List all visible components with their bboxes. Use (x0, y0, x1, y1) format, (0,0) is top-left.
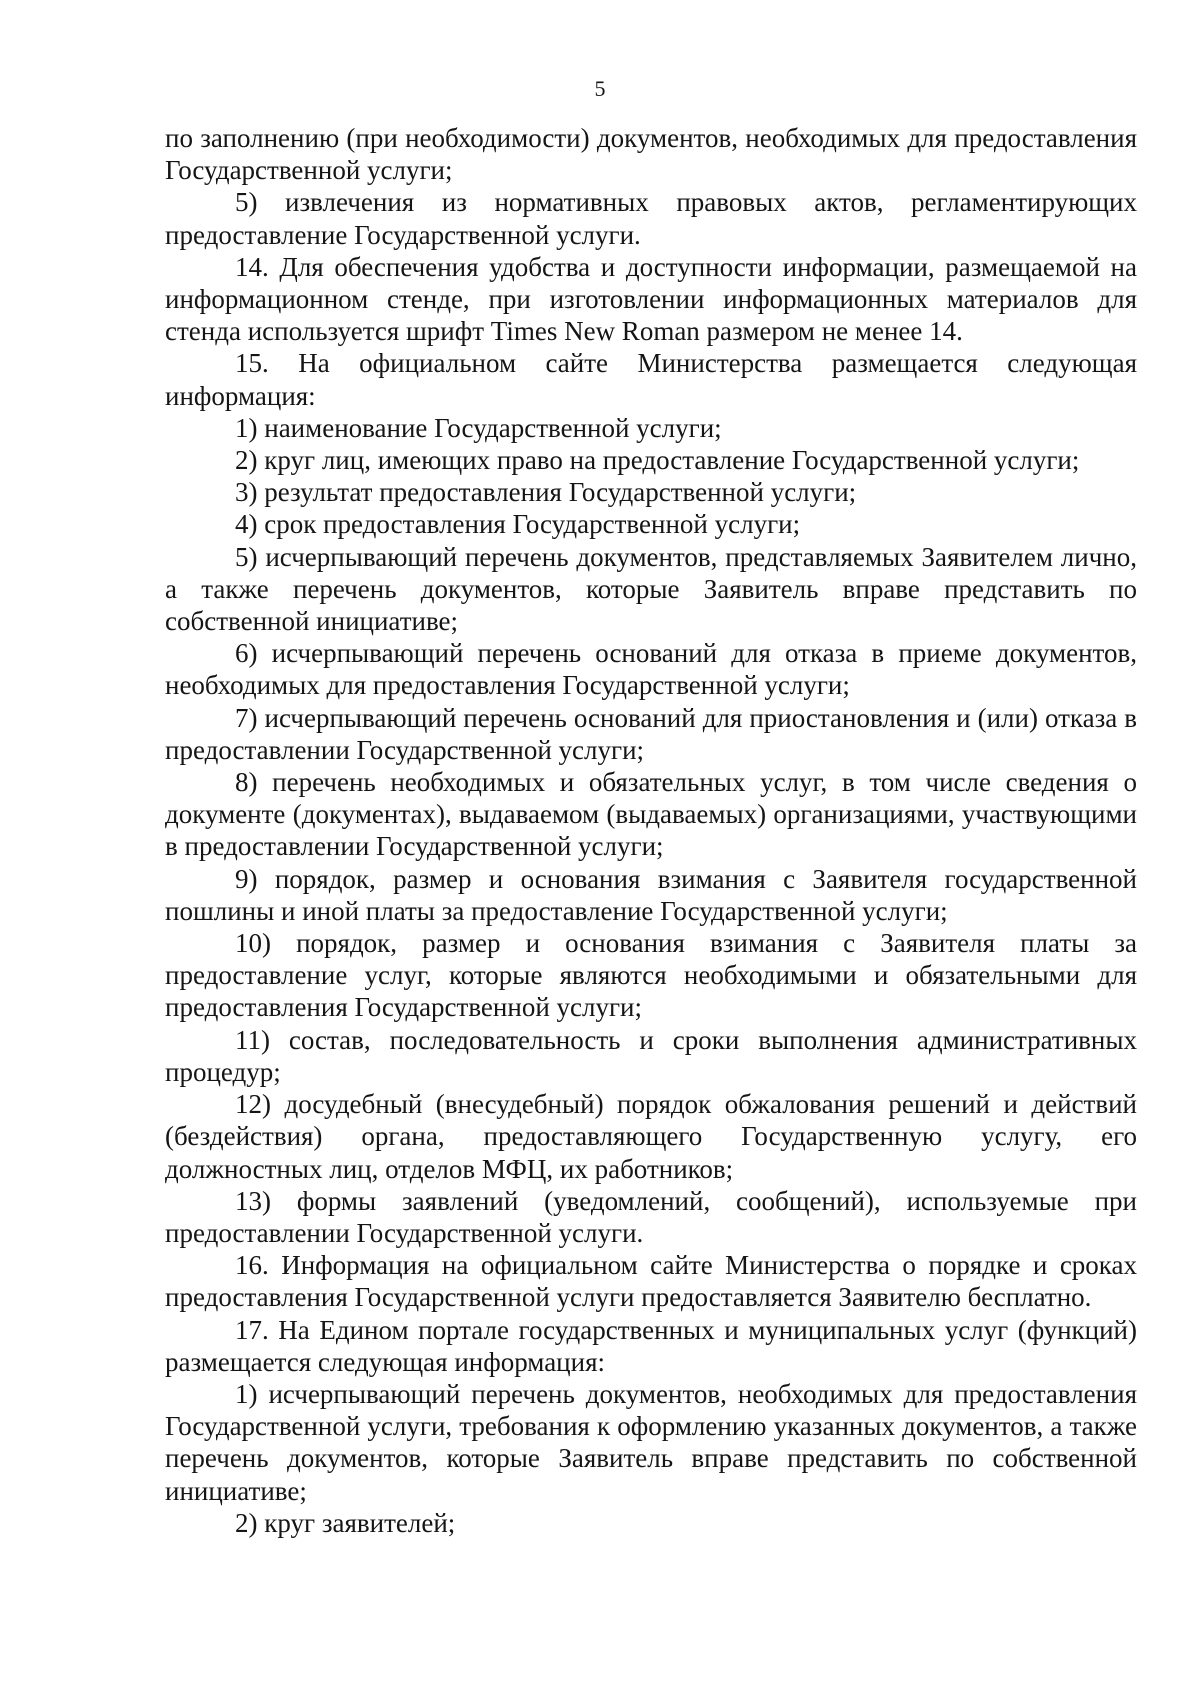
list-item-15-6: 6) исчерпывающий перечень оснований для отказа в приеме документов, необходимых для предоставления Государственной услуги; (165, 638, 1137, 701)
document-body (165, 122, 1137, 1539)
paragraph-item-5-extracts: 5) извлечения из нормативных правовых актов, регламентирующих предоставление Государственной услуги. (165, 187, 1137, 250)
paragraph-14: 14. Для обеспечения удобства и доступности информации, размещаемой на информационном стенде, при изготовлении информационных материалов для стенда используется шрифт Times New Roman размером не менее 14. (165, 251, 1137, 347)
list-item-15-13: 13) формы заявлений (уведомлений, сообщений), используемые при предоставлении Государственной услуги. (165, 1185, 1137, 1248)
list-item-15-10: 10) порядок, размер и основания взимания с Заявителя платы за предоставление услуг, которые являются необходимыми и обязательными для предоставления Государственной услуги; (165, 928, 1137, 1023)
list-item-15-5: 5) исчерпывающий перечень документов, представляемых Заявителем лично, а также перечень документов, которые Заявитель вправе представить по собственной инициативе; (165, 541, 1137, 637)
list-item-17-1: 1) исчерпывающий перечень документов, необходимых для предоставления Государственной услуги, требования к оформлению указанных документов, а также перечень документов, которые Заявитель вправе представить по собственной инициативе; (165, 1378, 1137, 1506)
paragraph-17: 17. На Едином портале государственных и муниципальных услуг (функций) размещается следующая информация: (165, 1314, 1137, 1377)
list-item-15-3: 3) результат предоставления Государственной услуги; (235, 477, 857, 508)
list-item-15-9: 9) порядок, размер и основания взимания с Заявителя государственной пошлины и иной платы за предоставление Государственной услуги; (165, 863, 1137, 926)
list-item-15-12: 12) досудебный (внесудебный) порядок обжалования решений и действий (бездействия) органа, предоставляющего Государственную услугу, его должностных лиц, отделов МФЦ, их работников; (165, 1089, 1137, 1184)
paragraph-16: 16. Информация на официальном сайте Министерства о порядке и сроках предоставления Государственной услуги предоставляется Заявителю бесплатно. (165, 1250, 1137, 1313)
list-item-15-1: 1) наименование Государственной услуги; (235, 412, 722, 443)
list-item-15-2: 2) круг лиц, имеющих право на предоставление Государственной услуги; (235, 445, 1080, 476)
list-item-17-2: 2) круг заявителей; (235, 1507, 456, 1538)
list-item-15-4: 4) срок предоставления Государственной услуги; (235, 509, 801, 540)
paragraph-15: 15. На официальном сайте Министерства размещается следующая информация: (165, 348, 1137, 411)
paragraph-continuation: по заполнению (при необходимости) документов, необходимых для предоставления Государственной услуги; (165, 123, 1137, 186)
list-item-15-11: 11) состав, последовательность и сроки выполнения административных процедур; (165, 1024, 1137, 1087)
list-item-15-7: 7) исчерпывающий перечень оснований для приостановления и (или) отказа в предоставлении Государственной услуги; (165, 702, 1137, 765)
page-number: 5 (594, 76, 606, 101)
list-item-15-8: 8) перечень необходимых и обязательных услуг, в том числе сведения о документе (документах), выдаваемом (выдаваемых) организациями, участвующими в предоставлении Государственной услуги; (165, 767, 1137, 862)
